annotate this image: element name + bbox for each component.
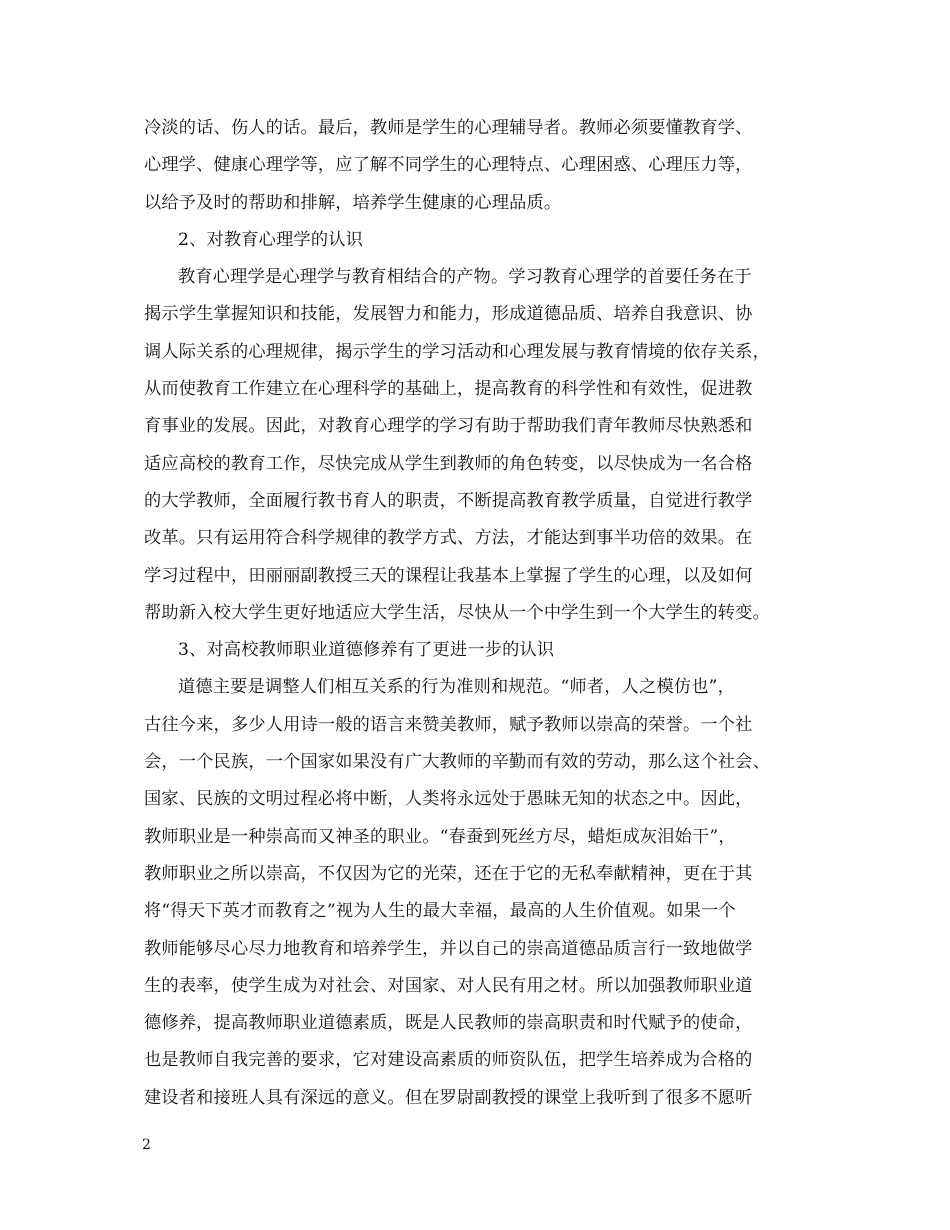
text-line: 也是教师自我完善的要求，它对建设高素质的师资队伍，把学生培养成为合格的 <box>144 1050 753 1071</box>
text-line: 教师职业是一种崇高而又神圣的职业。“春蚕到死丝方尽，蜡炬成灰泪始干”， <box>144 826 736 847</box>
text-line: 从而使教育工作建立在心理科学的基础上，提高教育的科学性和有效性，促进教 <box>144 379 753 400</box>
text-line: 育事业的发展。因此，对教育心理学的学习有助于帮助我们青年教师尽快熟悉和 <box>144 416 753 437</box>
text-line: 学习过程中，田丽丽副教授三天的课程让我基本上掌握了学生的心理，以及如何 <box>144 565 753 586</box>
page-number: 2 <box>142 1137 151 1153</box>
text-line: 生的表率，使学生成为对社会、对国家、对人民有用之材。所以加强教师职业道 <box>144 975 753 996</box>
text-line: 教师能够尽心尽力地教育和培养学生，并以自己的崇高道德品质言行一致地做学 <box>144 938 753 959</box>
text-line: 适应高校的教育工作，尽快完成从学生到教师的角色转变，以尽快成为一名合格 <box>144 453 753 474</box>
paragraph-start-line: 道德主要是调整人们相互关系的行为准则和规范。“师者，人之模仿也”， <box>178 677 735 698</box>
text-line: 教师职业之所以崇高，不仅因为它的光荣，还在于它的无私奉献精神，更在于其 <box>144 863 753 884</box>
text-line: 建设者和接班人具有深远的意义。但在罗尉副教授的课堂上我听到了很多不愿听 <box>144 1087 753 1108</box>
text-line: 的大学教师，全面履行教书育人的职责，不断提高教育教学质量，自觉进行教学 <box>144 490 753 511</box>
text-line: 帮助新入校大学生更好地适应大学生活，尽快从一个中学生到一个大学生的转变。 <box>144 602 770 623</box>
text-line: 古往今来，多少人用诗一般的语言来赞美教师，赋予教师以崇高的荣誉。一个社 <box>144 714 753 735</box>
paragraph-start-line: 2、对教育心理学的认识 <box>178 229 364 250</box>
text-line: 以给予及时的帮助和排解，培养学生健康的心理品质。 <box>144 192 562 213</box>
body-text <box>144 110 824 1117</box>
text-line: 德修养，提高教师职业道德素质，既是人民教师的崇高职责和时代赋予的使命， <box>144 1013 753 1034</box>
text-line: 改革。只有运用符合科学规律的教学方式、方法，才能达到事半功倍的效果。在 <box>144 528 753 549</box>
text-line: 会，一个民族，一个国家如果没有广大教师的辛勤而有效的劳动，那么这个社会、 <box>144 752 770 773</box>
text-line: 心理学、健康心理学等，应了解不同学生的心理特点、心理困惑、心理压力等， <box>144 155 753 176</box>
text-line: 调人际关系的心理规律，揭示学生的学习活动和心理发展与教育情境的依存关系， <box>144 341 770 362</box>
text-line: 国家、民族的文明过程必将中断，人类将永远处于愚昧无知的状态之中。因此， <box>144 789 753 810</box>
paragraph-start-line: 教育心理学是心理学与教育相结合的产物。学习教育心理学的首要任务在于 <box>178 267 752 288</box>
text-line: 将“得天下英才而教育之”视为人生的最大幸福，最高的人生价值观。如果一个 <box>144 901 736 922</box>
text-line: 揭示学生掌握知识和技能，发展智力和能力，形成道德品质、培养自我意识、协 <box>144 304 753 325</box>
text-line: 冷淡的话、伤人的话。最后，教师是学生的心理辅导者。教师必须要懂教育学、 <box>144 118 753 138</box>
paragraph-start-line: 3、对高校教师职业道德修养有了更进一步的认识 <box>178 640 555 661</box>
